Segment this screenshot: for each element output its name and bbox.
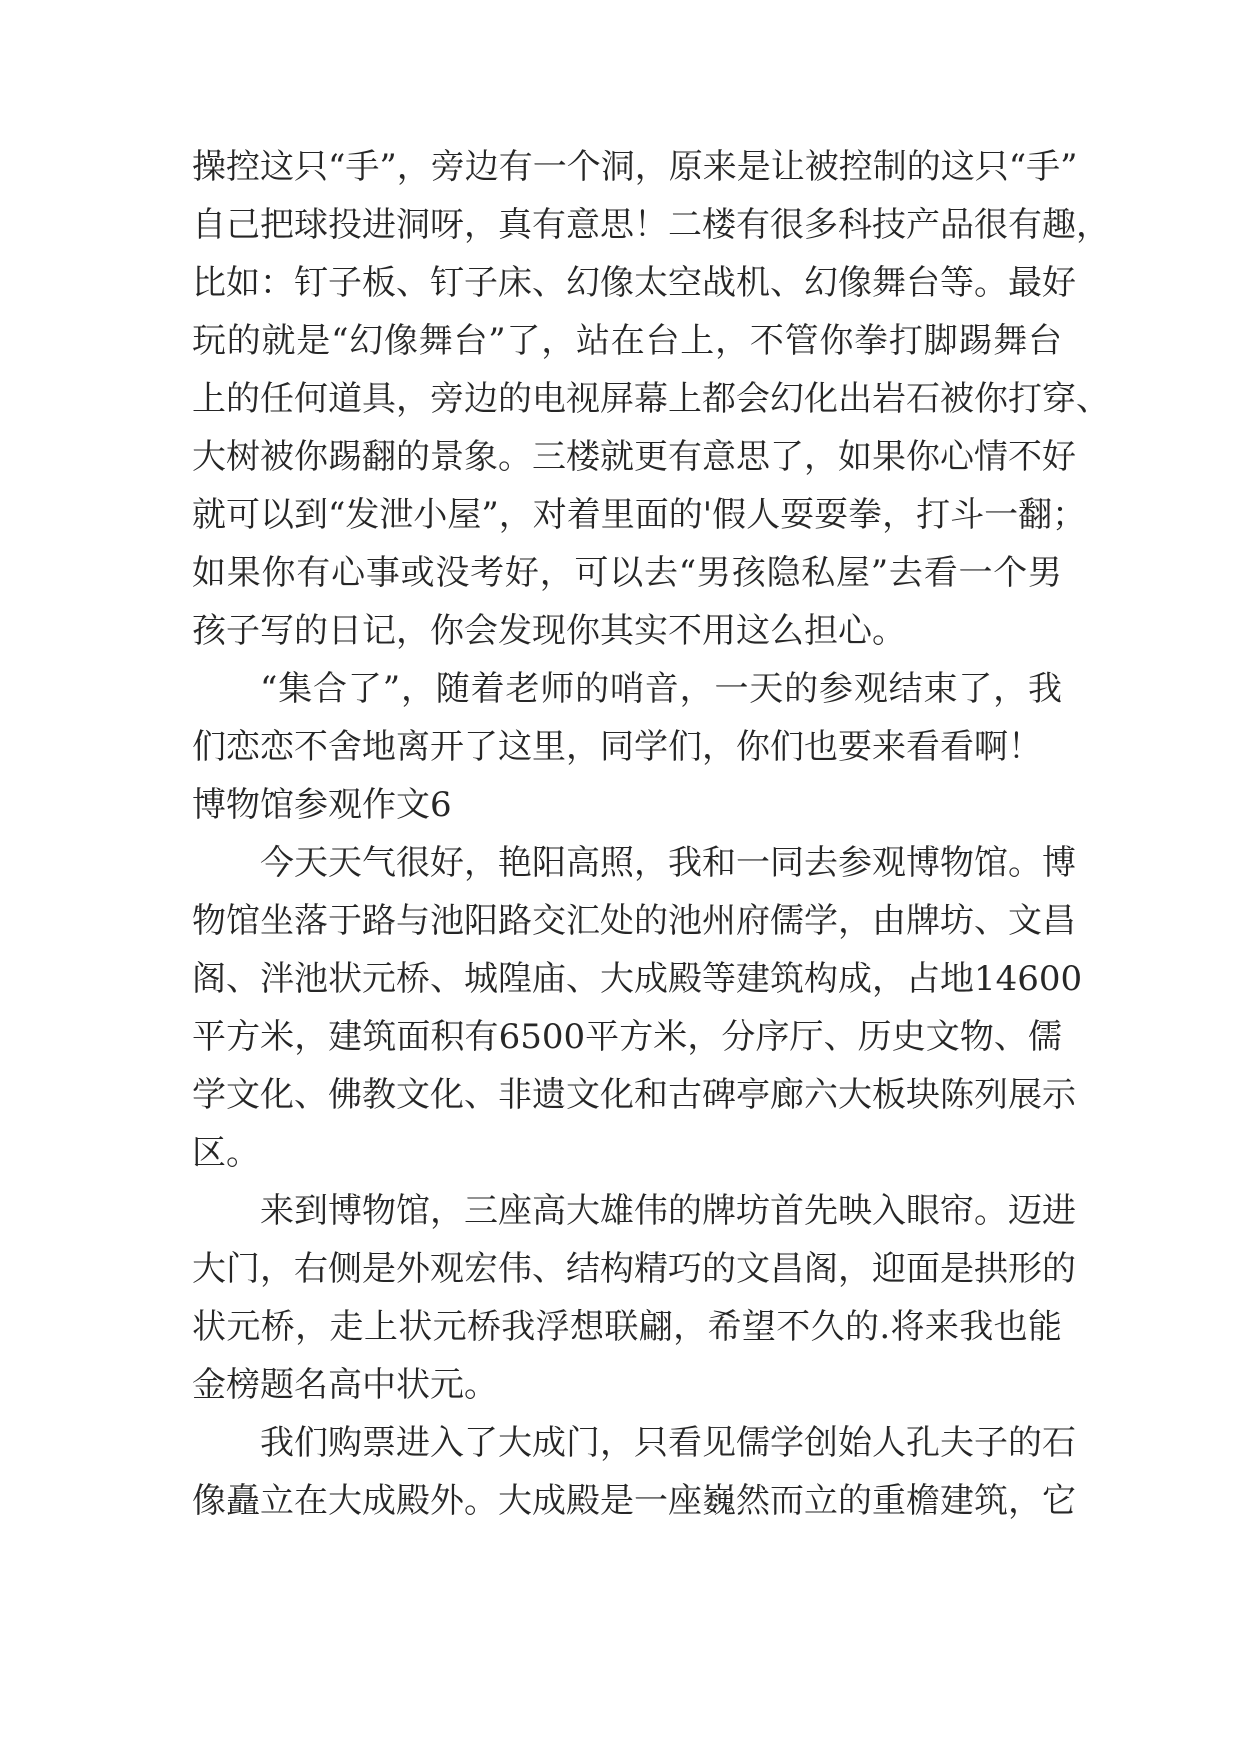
text-line: 玩的就是“幻像舞台”了，站在台上，不管你拳打脚踢舞台 bbox=[192, 321, 1062, 361]
text-line: 状元桥，走上状元桥我浮想联翩，希望不久的.将来我也能 bbox=[192, 1307, 1062, 1347]
text-line: 大门，右侧是外观宏伟、结构精巧的文昌阁，迎面是拱形的 bbox=[192, 1249, 1076, 1289]
text-line: 平方米，建筑面积有6500平方米，分序厅、历史文物、儒 bbox=[192, 1017, 1062, 1057]
essay-heading: 博物馆参观作文6 bbox=[192, 785, 452, 825]
text-line: 操控这只“手”，旁边有一个洞，原来是让被控制的这只“手” bbox=[192, 147, 1078, 187]
text-line: 像矗立在大成殿外。大成殿是一座巍然而立的重檐建筑，它 bbox=[192, 1481, 1076, 1521]
paragraph-dacheng-hall bbox=[192, 1414, 1076, 1530]
text-line: 比如：钉子板、钉子床、幻像太空战机、幻像舞台等。最好 bbox=[192, 263, 1076, 303]
document-body bbox=[192, 138, 1110, 1530]
text-line: 如果你有心事或没考好，可以去“男孩隐私屋”去看一个男 bbox=[192, 553, 1062, 593]
paragraph-museum-intro bbox=[192, 834, 1083, 1182]
paragraph-science-museum-floors bbox=[192, 138, 1110, 660]
text-line: 区。 bbox=[192, 1133, 260, 1173]
paragraph-visit-end bbox=[192, 660, 1062, 776]
text-line: 们恋恋不舍地离开了这里，同学们，你们也要来看看啊！ bbox=[192, 727, 1042, 767]
text-line: 物馆坐落于路与池阳路交汇处的池州府儒学，由牌坊、文昌 bbox=[192, 901, 1076, 941]
text-line: 来到博物馆，三座高大雄伟的牌坊首先映入眼帘。迈进 bbox=[260, 1191, 1076, 1231]
text-line: 就可以到“发泄小屋”，对着里面的'假人耍耍拳，打斗一翻； bbox=[192, 495, 1087, 535]
text-line: 孩子写的日记，你会发现你其实不用这么担心。 bbox=[192, 611, 906, 651]
paragraph-arches-and-bridge bbox=[192, 1182, 1076, 1414]
text-line: 大树被你踢翻的景象。三楼就更有意思了，如果你心情不好 bbox=[192, 437, 1076, 477]
text-line: 阁、泮池状元桥、城隍庙、大成殿等建筑构成，占地14600 bbox=[192, 959, 1083, 999]
text-line: 上的任何道具，旁边的电视屏幕上都会幻化出岩石被你打穿、 bbox=[192, 379, 1110, 419]
text-line: 学文化、佛教文化、非遗文化和古碑亭廊六大板块陈列展示 bbox=[192, 1075, 1076, 1115]
text-line: 我们购票进入了大成门，只看见儒学创始人孔夫子的石 bbox=[260, 1423, 1076, 1463]
text-line: 金榜题名高中状元。 bbox=[192, 1365, 498, 1405]
text-line: 今天天气很好，艳阳高照，我和一同去参观博物馆。博 bbox=[260, 843, 1076, 883]
text-line: 自己把球投进洞呀，真有意思！二楼有很多科技产品很有趣， bbox=[192, 205, 1110, 245]
text-line: “集合了”，随着老师的哨音，一天的参观结束了，我 bbox=[260, 669, 1062, 709]
